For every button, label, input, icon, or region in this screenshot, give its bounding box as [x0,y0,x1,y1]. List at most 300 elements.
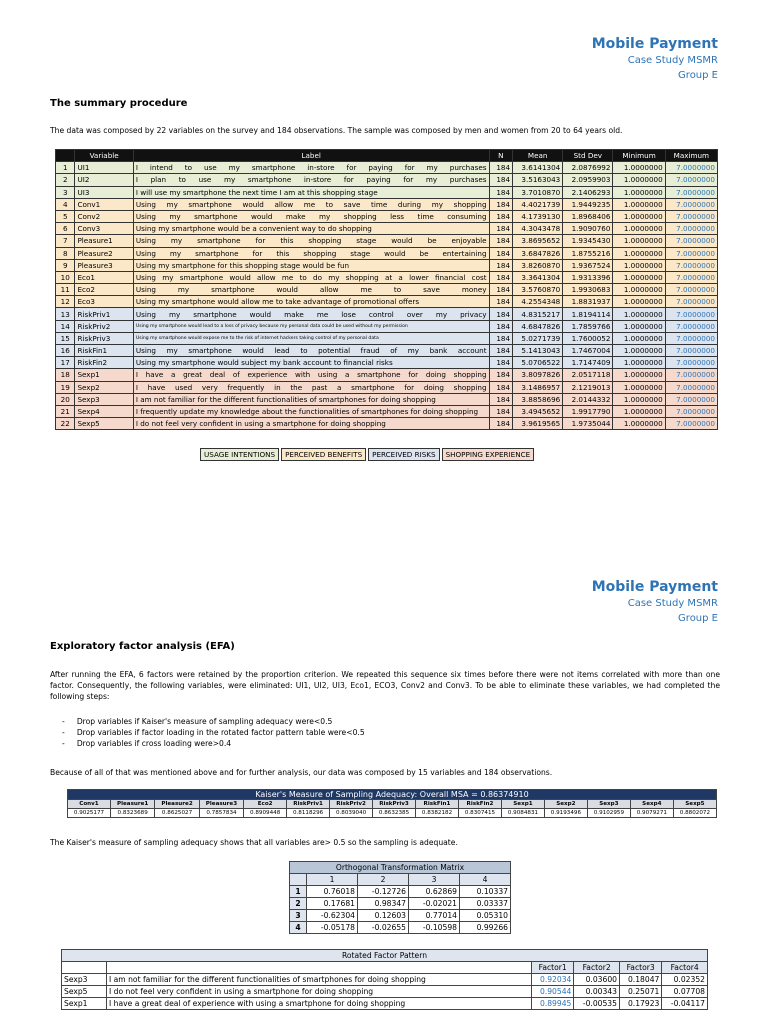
n-value: 184 [489,357,513,369]
max-value: 7.0000000 [665,162,717,174]
mean-value: 4.6847826 [513,320,563,332]
variable-name: Conv1 [75,198,133,210]
stddev-value: 2.0959903 [563,174,613,186]
variable-name: RiskPriv3 [75,332,133,344]
msa-value: 0.7857834 [199,809,243,818]
table-row [56,174,718,186]
otm-value: 0.10337 [460,886,511,898]
mean-value: 5.0706522 [513,357,563,369]
variable-name: Pleasure1 [75,235,133,247]
variable-name: UI1 [75,162,133,174]
max-value: 7.0000000 [665,418,717,430]
msa-column-header: Sexp1 [501,800,544,809]
max-value: 7.0000000 [665,259,717,271]
summary-table-header [56,150,718,162]
table-row [56,308,718,320]
row-index: 8 [56,247,75,259]
variable-name: RiskPriv1 [75,308,133,320]
msa-table [67,789,717,818]
row-index: 9 [56,259,75,271]
mean-value: 4.1739130 [513,210,563,222]
column-header: Mean [513,150,563,162]
min-value: 1.0000000 [613,223,665,235]
msa-column-header: Sexp3 [587,800,630,809]
page2-header [592,578,718,626]
min-value: 1.0000000 [613,162,665,174]
loading-value: 0.02352 [662,974,708,986]
stddev-value: 1.9313396 [563,271,613,283]
variable-label: I intend to use my smartphone in-store for paying for my purchases [133,162,489,174]
bullet-item: - Drop variables if cross loading were>0.4 [62,739,232,748]
min-value: 1.0000000 [613,284,665,296]
mean-value: 3.8260870 [513,259,563,271]
min-value: 1.0000000 [613,418,665,430]
stddev-value: 1.9917790 [563,405,613,417]
summary-table [55,149,718,430]
row-index: 5 [56,210,75,222]
max-value: 7.0000000 [665,174,717,186]
orthogonal-transformation-matrix [289,861,511,934]
row-index: 3 [56,186,75,198]
min-value: 1.0000000 [613,174,665,186]
section-heading-summary: The summary procedure [50,98,188,109]
table-row [56,332,718,344]
table-row [56,271,718,283]
otm-value: -0.05178 [307,922,358,934]
otm-value: 0.98347 [358,898,409,910]
stddev-value: 2.0876992 [563,162,613,174]
variable-label: Using my smartphone would allow me to take advantage of promotional offers [133,296,489,308]
table-row [290,910,511,922]
table-row [290,922,511,934]
mean-value: 3.8695652 [513,235,563,247]
row-index: 7 [56,235,75,247]
stddev-value: 1.7467004 [563,345,613,357]
row-index: 15 [56,332,75,344]
otm-value: 0.03337 [460,898,511,910]
otm-value: -0.02655 [358,922,409,934]
stddev-value: 2.1219013 [563,381,613,393]
otm-value: 0.62869 [409,886,460,898]
row-index: 13 [56,308,75,320]
stddev-value: 2.0144332 [563,393,613,405]
row-index: 2 [56,174,75,186]
variable-label: I do not feel very confident in using a smartphone for doing shopping [133,418,489,430]
n-value: 184 [489,198,513,210]
max-value: 7.0000000 [665,247,717,259]
n-value: 184 [489,223,513,235]
variable-label: Using my smartphone would allow me to save money [133,284,489,296]
max-value: 7.0000000 [665,284,717,296]
max-value: 7.0000000 [665,381,717,393]
min-value: 1.0000000 [613,320,665,332]
min-value: 1.0000000 [613,345,665,357]
variable-label: Using my smartphone for this shopping stage would be enjoyable [133,235,489,247]
msa-value: 0.8323689 [110,809,154,818]
otm-value: -0.12726 [358,886,409,898]
variable-label: Using my smartphone for this shopping stage would be entertaining [133,247,489,259]
doc-title-2: Mobile Payment [591,579,718,595]
efa-paragraph-1: After running the EFA, 6 factors were retained by the proportion criterion. We repeated this sequence six times before there were not items correlated with more than one factor. Consequently, the following variables, were eliminated: UI1, UI2, UI3, Eco1, ECO3, Conv2 and Conv3. To be able to eliminate these variables, we had completed the following steps: [50,670,720,701]
table-row [56,296,718,308]
table-row [56,345,718,357]
msa-column-header: RiskPriv1 [287,800,330,809]
loading-value: 0.07708 [662,986,708,998]
max-value: 7.0000000 [665,405,717,417]
doc-title: Mobile Payment [591,36,718,52]
variable-label: I am not familiar for the different functionalities of smartphones for doing shopping [107,974,532,986]
otm-column-header: 1 [307,874,358,886]
variable-name: Sexp3 [62,974,107,986]
loading-value: 0.25071 [619,986,661,998]
column-header: Minimum [613,150,665,162]
column-header: Variable [75,150,133,162]
variable-label: I have a great deal of experience with using a smartphone for doing shopping [107,998,532,1010]
row-index: 22 [56,418,75,430]
msa-column-header: RiskFin2 [458,800,501,809]
variable-label: Using my smartphone would allow me to do my shopping at a lower financial cost [133,271,489,283]
min-value: 1.0000000 [613,381,665,393]
n-value: 184 [489,247,513,259]
n-value: 184 [489,369,513,381]
column-header: Maximum [665,150,717,162]
msa-column-header: RiskPriv2 [330,800,373,809]
msa-column-header: Conv1 [68,800,111,809]
row-index: 4 [56,198,75,210]
row-index: 21 [56,405,75,417]
variable-label: I frequently update my knowledge about the functionalities of smartphones for doing shopping [133,405,489,417]
mean-value: 3.6847826 [513,247,563,259]
otm-row-header: 2 [290,898,307,910]
max-value: 7.0000000 [665,369,717,381]
rfp-column-header: Factor4 [662,962,708,974]
mean-value: 3.6141304 [513,162,563,174]
mean-value: 5.0271739 [513,332,563,344]
mean-value: 4.4021739 [513,198,563,210]
row-index: 6 [56,223,75,235]
otm-value: 0.77014 [409,910,460,922]
variable-name: Eco1 [75,271,133,283]
doc-group: Group E [678,70,718,81]
efa-bullets [62,716,732,749]
row-index: 18 [56,369,75,381]
rfp-column-header: Factor1 [532,962,574,974]
variable-name: UI2 [75,174,133,186]
n-value: 184 [489,405,513,417]
n-value: 184 [489,174,513,186]
mean-value: 3.9619565 [513,418,563,430]
loading-value: 0.90544 [532,986,574,998]
msa-value: 0.8382182 [416,809,459,818]
table-row [56,393,718,405]
n-value: 184 [489,235,513,247]
min-value: 1.0000000 [613,259,665,271]
variable-label: Using my smartphone would lead to potential fraud of my bank account [133,345,489,357]
row-index: 11 [56,284,75,296]
n-value: 184 [489,332,513,344]
n-value: 184 [489,381,513,393]
efa-paragraph-2: Because of all of that was mentioned above and for further analysis, our data was composed by 15 variables and 184 observations. [50,768,553,777]
otm-value: 0.76018 [307,886,358,898]
msa-column-header: Pleasure2 [155,800,199,809]
mean-value: 4.8315217 [513,308,563,320]
max-value: 7.0000000 [665,320,717,332]
max-value: 7.0000000 [665,308,717,320]
rfp-column-header: Factor2 [574,962,620,974]
min-value: 1.0000000 [613,369,665,381]
n-value: 184 [489,186,513,198]
loading-value: 0.89945 [532,998,574,1010]
variable-label: I will use my smartphone the next time I am at this shopping stage [133,186,489,198]
variable-name: UI3 [75,186,133,198]
n-value: 184 [489,271,513,283]
variable-name: Sexp5 [75,418,133,430]
variable-name: Pleasure2 [75,247,133,259]
msa-value: 0.8802072 [673,809,716,818]
variable-name: Pleasure3 [75,259,133,271]
variable-label: Using my smartphone would allow me to save time during my shopping [133,198,489,210]
table-row [62,986,708,998]
variable-label: Using my smartphone would subject my bank account to financial risks [133,357,489,369]
variable-label: I plan to use my smartphone in-store for paying for my purchases [133,174,489,186]
max-value: 7.0000000 [665,332,717,344]
variable-name: RiskFin2 [75,357,133,369]
msa-value: 0.9084831 [501,809,544,818]
min-value: 1.0000000 [613,235,665,247]
variable-label: I have used very frequently in the past a smartphone for doing shopping [133,381,489,393]
table-row [56,418,718,430]
column-header [56,150,75,162]
min-value: 1.0000000 [613,198,665,210]
doc-subtitle: Case Study MSMR [627,55,718,66]
otm-row-header: 1 [290,886,307,898]
loading-value: 0.17923 [619,998,661,1010]
rfp-caption: Rotated Factor Pattern [62,950,708,962]
table-row [56,198,718,210]
variable-name: RiskFin1 [75,345,133,357]
n-value: 184 [489,210,513,222]
stddev-value: 1.9090760 [563,223,613,235]
row-index: 19 [56,381,75,393]
msa-value: 0.9193496 [544,809,587,818]
msa-value: 0.8118296 [287,809,330,818]
mean-value: 5.1413043 [513,345,563,357]
otm-value: -0.02021 [409,898,460,910]
rfp-column-header: Factor3 [619,962,661,974]
variable-name: Sexp1 [62,998,107,1010]
min-value: 1.0000000 [613,247,665,259]
msa-value: 0.9079271 [630,809,673,818]
max-value: 7.0000000 [665,345,717,357]
stddev-value: 1.9930683 [563,284,613,296]
msa-value: 0.8625027 [155,809,199,818]
stddev-value: 1.9449235 [563,198,613,210]
mean-value: 3.5163043 [513,174,563,186]
max-value: 7.0000000 [665,223,717,235]
table-row [56,235,718,247]
row-index: 17 [56,357,75,369]
column-header: N [489,150,513,162]
n-value: 184 [489,308,513,320]
table-row [62,974,708,986]
variable-name: Conv3 [75,223,133,235]
column-header: Std Dev [563,150,613,162]
otm-value: 0.05310 [460,910,511,922]
msa-caption: Kaiser's Measure of Sampling Adequacy: Overall MSA = 0.86374910 [68,790,717,800]
msa-column-header: Pleasure3 [199,800,243,809]
loading-value: -0.00535 [574,998,620,1010]
max-value: 7.0000000 [665,198,717,210]
otm-value: -0.62304 [307,910,358,922]
min-value: 1.0000000 [613,296,665,308]
loading-value: -0.04117 [662,998,708,1010]
variable-label: Using my smartphone would expose me to the risk of internet hackers taking control of my personal data [133,332,489,344]
n-value: 184 [489,393,513,405]
stddev-value: 2.1406293 [563,186,613,198]
max-value: 7.0000000 [665,210,717,222]
legend-item: SHOPPING EXPERIENCE [442,448,535,461]
msa-column-header: Eco2 [244,800,287,809]
n-value: 184 [489,345,513,357]
stddev-value: 1.7147409 [563,357,613,369]
loading-value: 0.92034 [532,974,574,986]
rotated-factor-pattern [61,949,708,1010]
stddev-value: 1.7600052 [563,332,613,344]
min-value: 1.0000000 [613,332,665,344]
min-value: 1.0000000 [613,405,665,417]
msa-column-header: Sexp5 [673,800,716,809]
mean-value: 3.3641304 [513,271,563,283]
table-row [56,405,718,417]
n-value: 184 [489,418,513,430]
table-row [56,162,718,174]
otm-value: 0.99266 [460,922,511,934]
msa-value: 0.8307415 [458,809,501,818]
otm-column-header: 3 [409,874,460,886]
mean-value: 4.3043478 [513,223,563,235]
stddev-value: 1.7859766 [563,320,613,332]
msa-column-header: Sexp4 [630,800,673,809]
otm-row-header: 4 [290,922,307,934]
stddev-value: 1.8194114 [563,308,613,320]
otm-value: 0.17681 [307,898,358,910]
min-value: 1.0000000 [613,271,665,283]
msa-column-header: Pleasure1 [110,800,154,809]
otm-value: -0.10598 [409,922,460,934]
stddev-value: 1.9367524 [563,259,613,271]
variable-label: Using my smartphone would lead to a loss of privacy because my personal data could be used without my permission [133,320,489,332]
msa-value: 0.9102959 [587,809,630,818]
msa-value: 0.9025177 [68,809,111,818]
mean-value: 3.7010870 [513,186,563,198]
column-header: Label [133,150,489,162]
variable-name: Sexp2 [75,381,133,393]
otm-row-header: 3 [290,910,307,922]
loading-value: 0.03600 [574,974,620,986]
variable-label: Using my smartphone would make me lose control over my privacy [133,308,489,320]
max-value: 7.0000000 [665,235,717,247]
stddev-value: 1.9345430 [563,235,613,247]
table-row [56,369,718,381]
msa-column-header: RiskPriv3 [373,800,416,809]
table-row [56,210,718,222]
n-value: 184 [489,296,513,308]
max-value: 7.0000000 [665,393,717,405]
section-heading-efa: Exploratory factor analysis (EFA) [50,641,235,652]
stddev-value: 2.0517118 [563,369,613,381]
row-index: 20 [56,393,75,405]
row-index: 14 [56,320,75,332]
min-value: 1.0000000 [613,210,665,222]
otm-caption: Orthogonal Transformation Matrix [290,862,511,874]
mean-value: 3.1486957 [513,381,563,393]
table-row [56,381,718,393]
min-value: 1.0000000 [613,186,665,198]
table-row [290,898,511,910]
stddev-value: 1.8968406 [563,210,613,222]
min-value: 1.0000000 [613,308,665,320]
legend [200,448,536,461]
variable-label: I have a great deal of experience with using a smartphone for doing shopping [133,369,489,381]
msa-column-header: Sexp2 [544,800,587,809]
variable-label: Using my smartphone would be a convenient way to do shopping [133,223,489,235]
max-value: 7.0000000 [665,357,717,369]
stddev-value: 1.9735044 [563,418,613,430]
variable-name: Sexp3 [75,393,133,405]
max-value: 7.0000000 [665,186,717,198]
msa-value: 0.8909448 [244,809,287,818]
msa-value: 0.8632385 [373,809,416,818]
bullet-item: - Drop variables if Kaiser's measure of sampling adequacy were<0.5 [62,717,333,726]
min-value: 1.0000000 [613,393,665,405]
row-index: 16 [56,345,75,357]
n-value: 184 [489,162,513,174]
table-row [56,186,718,198]
loading-value: 0.00343 [574,986,620,998]
legend-item: PERCEIVED BENEFITS [281,448,366,461]
mean-value: 3.5760870 [513,284,563,296]
stddev-value: 1.8755216 [563,247,613,259]
msa-column-header: RiskFin1 [416,800,459,809]
n-value: 184 [489,259,513,271]
n-value: 184 [489,320,513,332]
row-index: 12 [56,296,75,308]
legend-item: USAGE INTENTIONS [200,448,279,461]
variable-label: Using my smartphone would make my shopping less time consuming [133,210,489,222]
otm-column-header: 4 [460,874,511,886]
bullet-item: - Drop variables if factor loading in the rotated factor pattern table were<0.5 [62,728,365,737]
efa-paragraph-3: The Kaiser's measure of sampling adequacy shows that all variables are> 0.5 so the sampling is adequate. [50,838,458,847]
msa-value: 0.8039040 [330,809,373,818]
doc-subtitle-2: Case Study MSMR [627,598,718,609]
mean-value: 3.4945652 [513,405,563,417]
n-value: 184 [489,284,513,296]
page1-header [592,35,718,83]
min-value: 1.0000000 [613,357,665,369]
variable-name: Eco3 [75,296,133,308]
variable-name: Sexp5 [62,986,107,998]
loading-value: 0.18047 [619,974,661,986]
variable-label: Using my smartphone for this shopping stage would be fun [133,259,489,271]
doc-group-2: Group E [678,613,718,624]
table-row [56,259,718,271]
table-row [62,998,708,1010]
max-value: 7.0000000 [665,271,717,283]
row-index: 10 [56,271,75,283]
stddev-value: 1.8831937 [563,296,613,308]
mean-value: 3.8858696 [513,393,563,405]
otm-value: 0.12603 [358,910,409,922]
